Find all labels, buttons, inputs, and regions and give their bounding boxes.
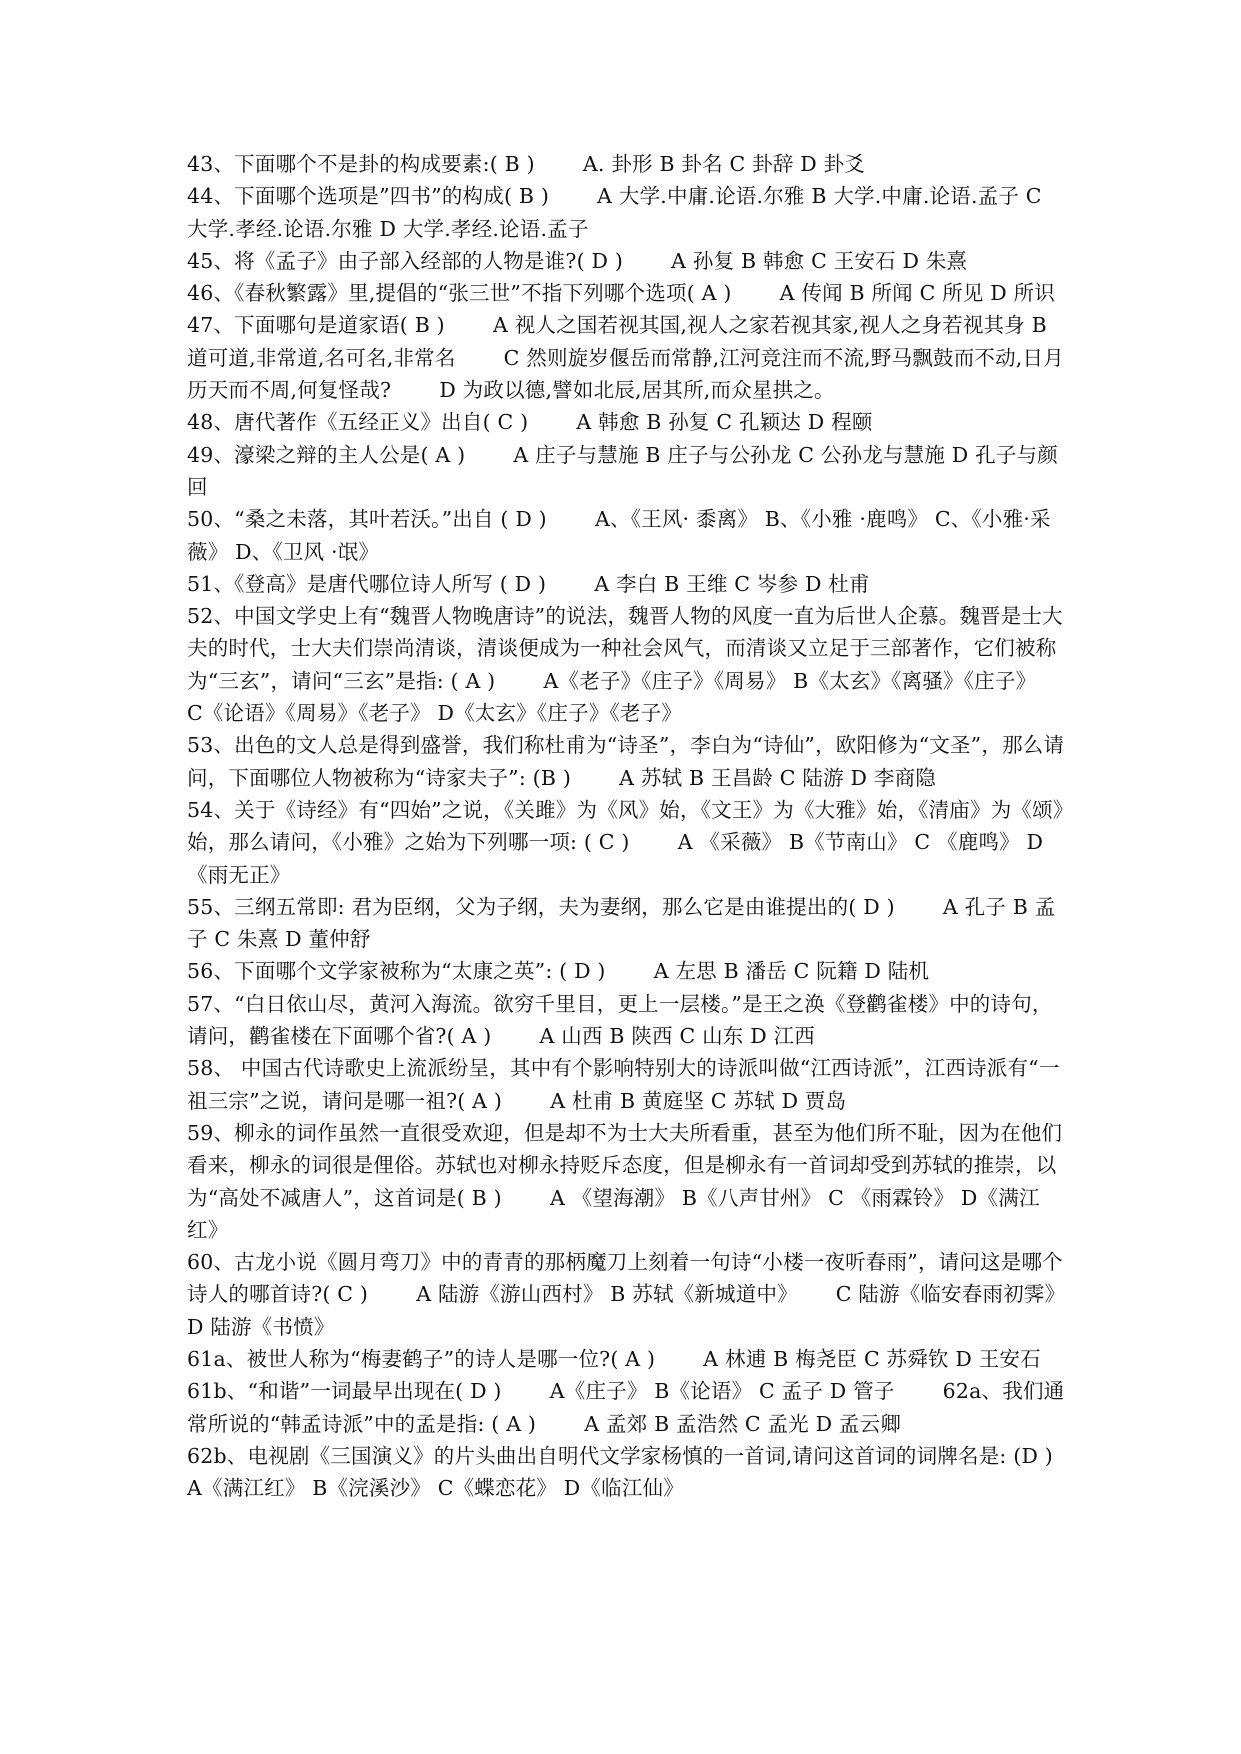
question-46: 46、《春秋繁露》里,提倡的“张三世”不指下列哪个选项( A ) A 传闻 B 所闻 C 所见 D 所识 (187, 281, 1056, 306)
question-56: 56、下面哪个文学家被称为“太康之英”: ( D ) A 左思 B 潘岳 C 阮籍 D 陆机 (187, 959, 930, 984)
question-43: 43、下面哪个不是卦的构成要素:( B ) A. 卦形 B 卦名 C 卦辞 D 卦爻 (187, 152, 866, 176)
question-47: 47、下面哪句是道家语( B ) A 视人之国若视其国,视人之家若视其家,视人之身若视其身 B 道可道,非常道,名可名,非常名 C 然则旋岁偃岳而常静,江河竞注而不流,野马飘鼓而不动,日月历天而不周,何复怪哉? D 为政以德,譬如北辰,居其所,而众星拱之。 (187, 313, 1064, 403)
question-50: 50、“桑之未落，其叶若沃。”出自 ( D ) A、《王风· 黍离》 B、《小雅 ·鹿鸣》 C、《小雅·采薇》 D、《卫风 ·氓》 (187, 507, 1051, 564)
question-60: 60、古龙小说《圆月弯刀》中的青青的那柄魔刀上刻着一句诗“小楼一夜听春雨”，请问这是哪个诗人的哪首诗?( C ) A 陆游《游山西村》 B 苏轼《新城道中》 C 陆游《临安春雨初霁》 D 陆游《书愤》 (187, 1250, 1066, 1339)
question-55: 55、三纲五常即: 君为臣纲，父为子纲，夫为妻纲，那么它是由谁提出的( D ) A 孔子 B 孟子 C 朱熹 D 董仲舒 (187, 894, 1056, 952)
question-52: 52、中国文学史上有“魏晋人物晚唐诗”的说法，魏晋人物的风度一直为后世人企慕。魏晋是士大夫的时代，士大夫们崇尚清谈，清谈便成为一种社会风气，而清谈又立足于三部著作，它们被称为“三玄”，请问“三玄”是指: ( A ) A《老子》《庄子》《周易》 B《太玄》《离骚》《庄子》 C《论语》《周易》《老子》 D《太玄》《庄子》《老子》 (187, 604, 1075, 726)
question-53: 53、出色的文人总是得到盛誉，我们称杜甫为“诗圣”，李白为“诗仙”，欧阳修为“文圣”，那么请问，下面哪位人物被称为“诗家夫子”: (B ) A 苏轼 B 王昌龄 C 陆游 D 李商隐 (187, 733, 1065, 790)
question-58: 58、 中国古代诗歌史上流派纷呈，其中有个影响特别大的诗派叫做“江西诗派”，江西诗派有“一祖三宗”之说，请问是哪一祖?( A ) A 杜甫 B 黄庭坚 C 苏轼 D 贾岛 (187, 1056, 1060, 1113)
question-62b: 62b、电视剧《三国演义》的片头曲出自明代文学家杨慎的一首词,请问这首词的词牌名是: (D ) A《满江红》 B《浣溪沙》 C《蝶恋花》 D《临江仙》 (187, 1443, 1102, 1501)
question-list (187, 148, 1102, 1504)
question-44: 44、下面哪个选项是”四书”的构成( B ) A 大学.中庸.论语.尔雅 B 大学.中庸.论语.孟子 C 大学.孝经.论语.尔雅 D 大学.孝经.论语.孟子 (187, 184, 1042, 241)
question-61b-62a: 61b、“和谐”一词最早出现在( D ) A《庄子》 B《论语》 C 孟子 D 管子 62a、我们通常所说的“韩孟诗派”中的孟是指: ( A ) A 孟郊 B 孟浩然 C 孟光 D 孟云卿 (187, 1379, 1065, 1436)
question-59: 59、柳永的词作虽然一直很受欢迎，但是却不为士大夫所看重，甚至为他们所不耻，因为在他们看来，柳永的词很是俚俗。苏轼也对柳永持贬斥态度，但是柳永有一首词却受到苏轼的推崇，以为“高处不减唐人”，这首词是( B ) A 《望海潮》 B《八声甘州》 C 《雨霖铃》 D《满江红》 (187, 1120, 1063, 1242)
question-45: 45、将《孟子》由子部入经部的人物是谁?( D ) A 孙复 B 韩愈 C 王安石 D 朱熹 (187, 248, 968, 273)
question-51: 51、《登高》是唐代哪位诗人所写 ( D ) A 李白 B 王维 C 岑参 D 杜甫 (187, 571, 870, 596)
question-48: 48、唐代著作《五经正义》出自( C ) A 韩愈 B 孙复 C 孔颖达 D 程颐 (187, 410, 873, 435)
question-54: 54、关于《诗经》有“四始”之说，《关雎》为《风》始，《文王》为《大雅》始，《清庙》为《颂》始，那么请问，《小雅》之始为下列哪一项: ( C ) A 《采薇》 B《节南山》 C 《鹿鸣》 D《雨无正》 (187, 797, 1064, 887)
question-57: 57、“白日依山尽，黄河入海流。欲穷千里目，更上一层楼。”是王之涣《登鹳雀楼》中的诗句，请问，鹳雀楼在下面哪个省?( A ) A 山西 B 陕西 C 山东 D 江西 (187, 991, 1053, 1049)
question-49: 49、濠梁之辩的主人公是( A ) A 庄子与慧施 B 庄子与公孙龙 C 公孙龙与慧施 D 孔子与颜回 (187, 442, 1058, 499)
question-61a: 61a、被世人称为“梅妻鹤子”的诗人是哪一位?( A ) A 林逋 B 梅尧臣 C 苏舜钦 D 王安石 (187, 1346, 1041, 1371)
